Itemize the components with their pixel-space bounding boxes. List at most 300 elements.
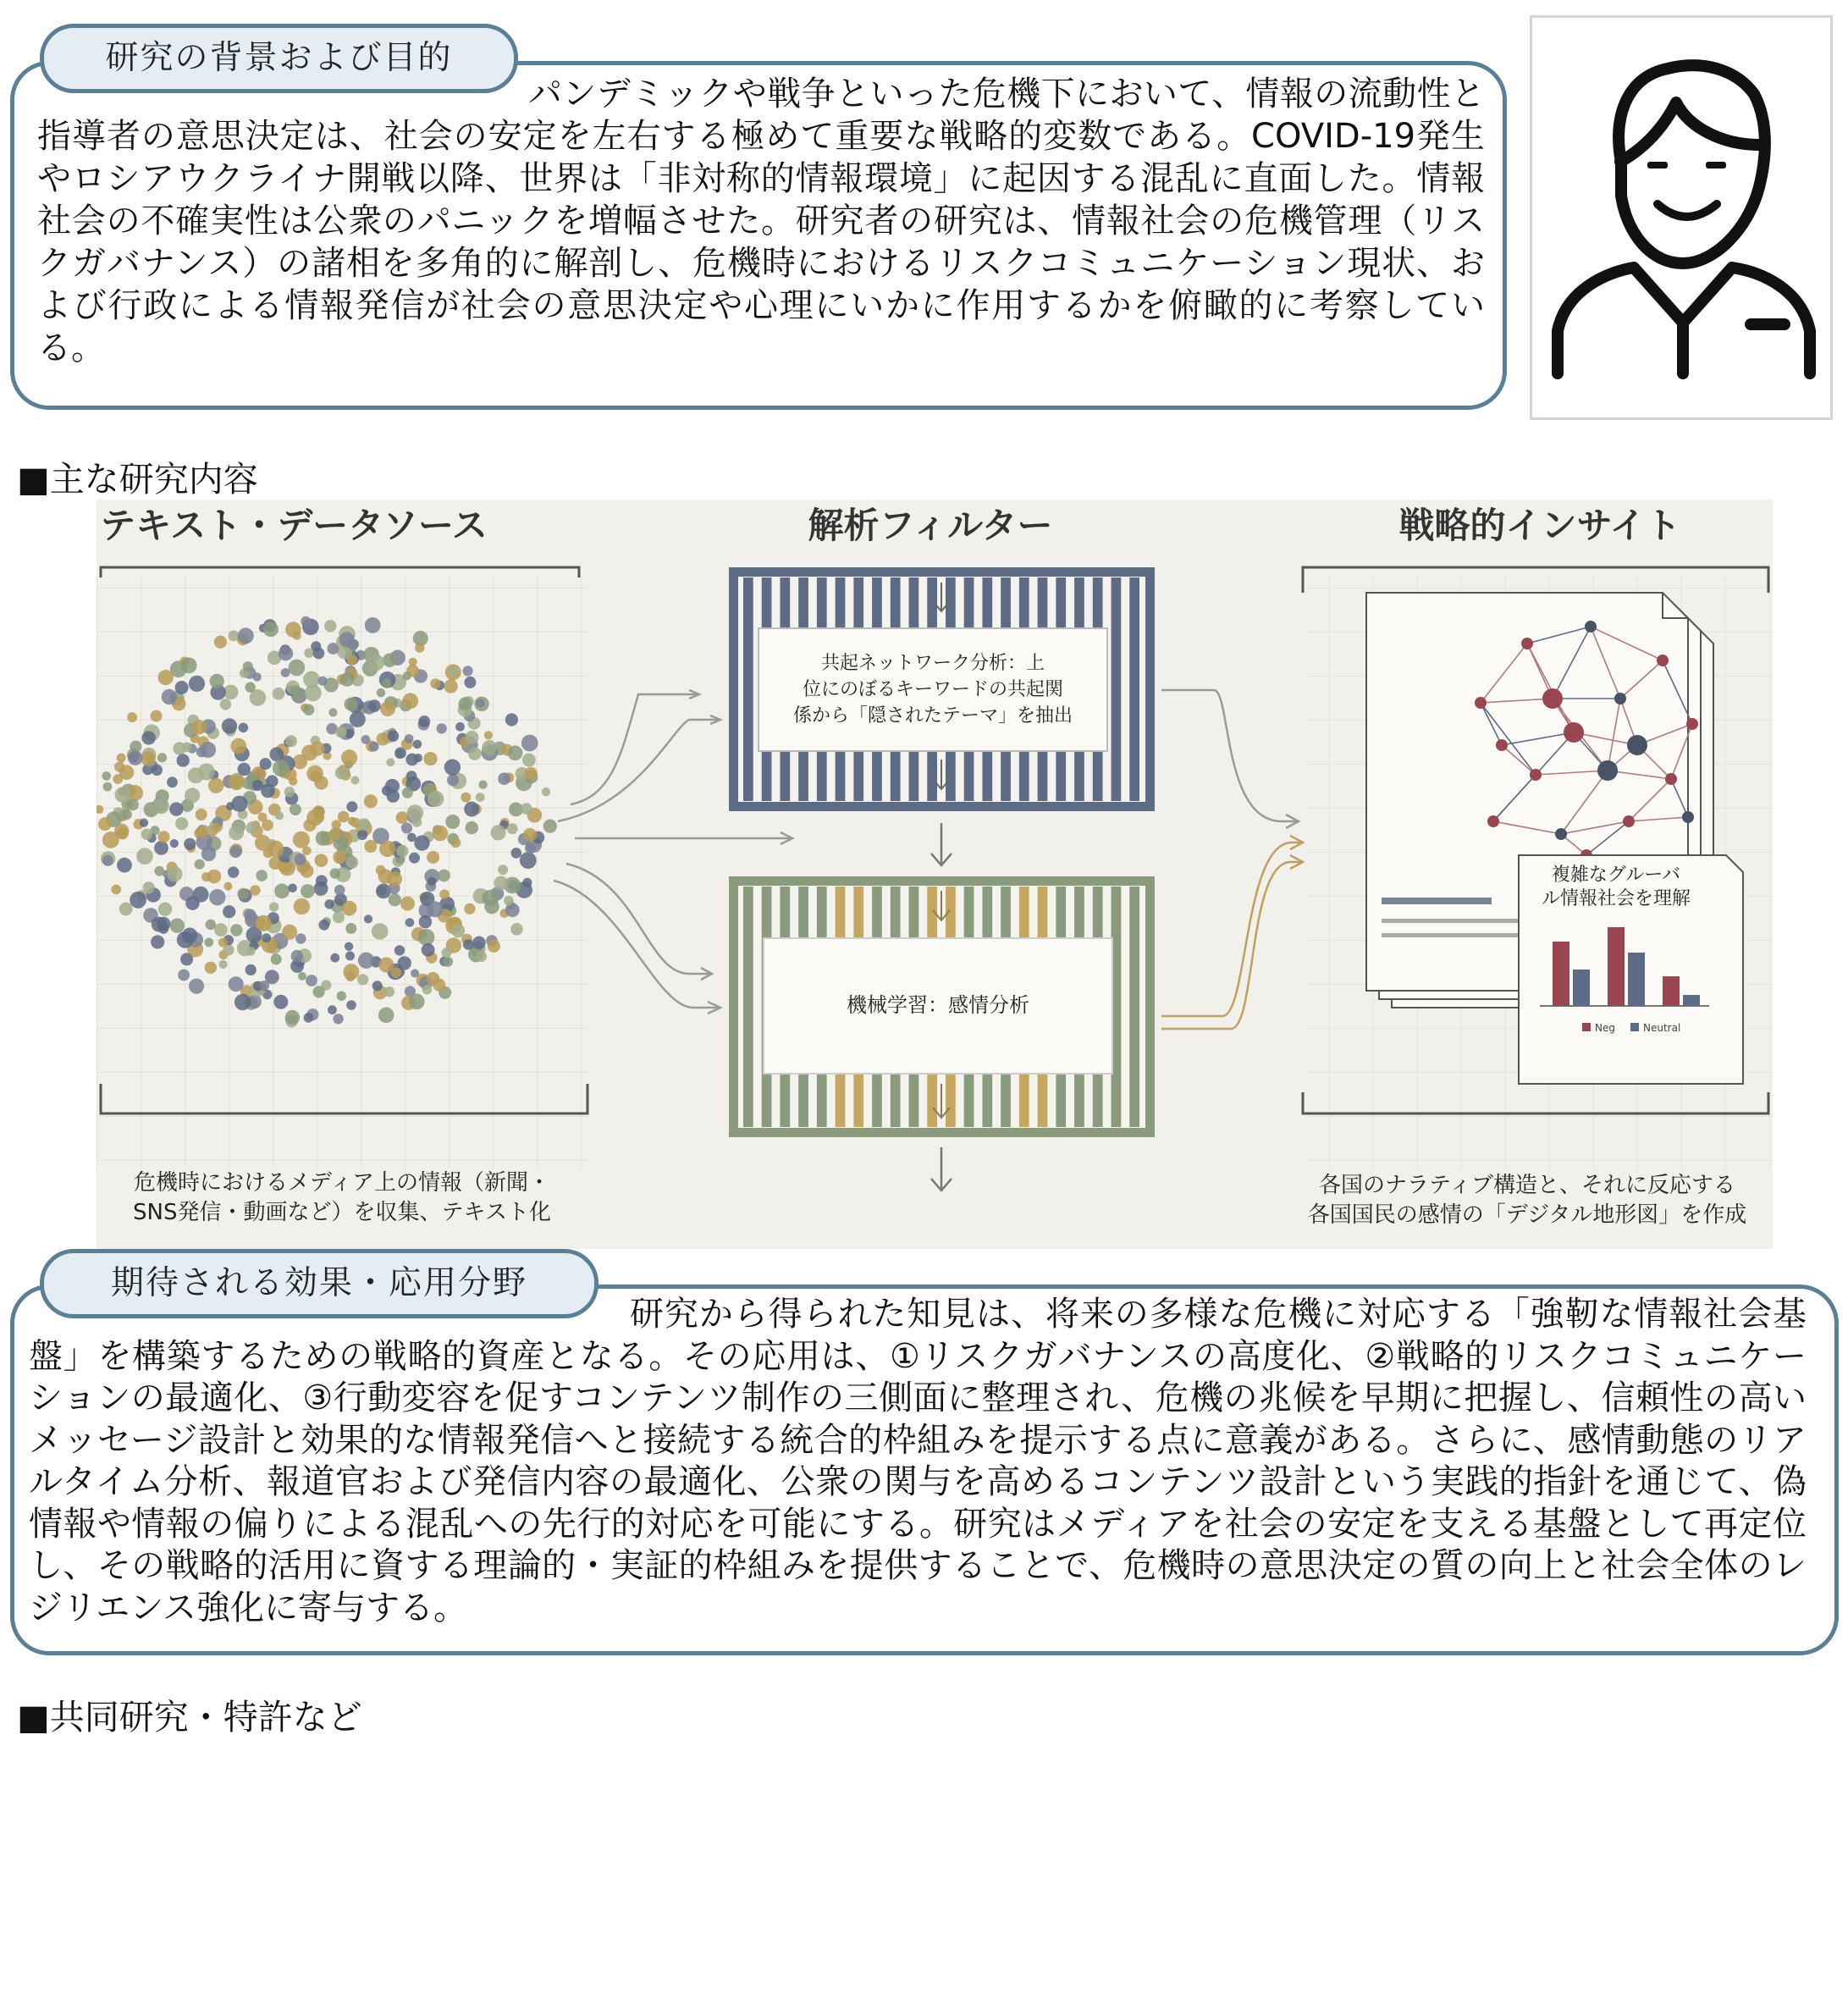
data-dot (466, 821, 478, 834)
data-dot (301, 616, 311, 627)
data-dot (306, 809, 323, 826)
data-dot (195, 859, 205, 870)
data-dot (303, 704, 314, 715)
data-dot (157, 753, 167, 762)
data-dot (447, 774, 459, 786)
caption-left-line1: 危機時におけるメディア上の情報（新聞・ (134, 1170, 550, 1196)
data-dot (433, 826, 449, 842)
data-dot (413, 740, 422, 749)
data-dot (185, 787, 200, 803)
data-dot (324, 620, 336, 632)
data-dot (152, 765, 163, 776)
data-dot (384, 986, 394, 997)
data-dot (229, 976, 244, 992)
data-dot (157, 831, 169, 843)
data-dot (464, 903, 475, 914)
data-dot (361, 735, 371, 744)
data-dot (111, 885, 121, 895)
data-dot (428, 877, 436, 886)
data-dot (333, 911, 345, 923)
data-dot (290, 804, 301, 815)
data-dot (316, 875, 328, 887)
data-dot (328, 643, 339, 655)
data-dot (234, 994, 251, 1010)
data-dot (284, 787, 295, 797)
data-dot (347, 639, 358, 650)
data-dot (358, 953, 374, 969)
data-dot (464, 802, 479, 817)
data-dot (177, 931, 194, 948)
data-dot (177, 754, 190, 766)
data-dot (258, 813, 268, 822)
data-dot (208, 778, 223, 793)
data-dot (167, 866, 183, 882)
data-dot (117, 754, 126, 763)
data-dot (228, 866, 239, 877)
data-dot (239, 723, 249, 733)
data-dot (415, 643, 424, 652)
filter1-line3: 係から「隠されたテーマ」を抽出 (792, 705, 1073, 727)
data-dot (222, 718, 237, 733)
data-dot (310, 742, 324, 756)
data-dot (333, 851, 345, 864)
data-dot (444, 679, 457, 693)
data-dot (246, 947, 256, 956)
data-dot (256, 915, 272, 931)
filter-cooccurrence (729, 567, 1155, 811)
data-dot (230, 738, 246, 754)
data-dot (192, 720, 207, 734)
data-dot (378, 869, 393, 883)
data-dot (345, 942, 353, 951)
avatar (1530, 15, 1833, 420)
data-dot (350, 711, 366, 727)
network-node (1597, 760, 1618, 781)
data-dot (466, 731, 479, 744)
data-dot (333, 1014, 343, 1024)
data-dot (220, 699, 231, 710)
data-dot (407, 804, 424, 821)
data-dot (130, 892, 146, 909)
data-dot (285, 622, 301, 638)
chart-bar (1663, 976, 1680, 1006)
data-dot (403, 671, 411, 680)
data-dot (377, 688, 386, 698)
data-dot (498, 865, 508, 875)
network-node (1564, 722, 1584, 743)
filter2-text: 機械学習：感情分析 (847, 993, 1029, 1017)
data-dot (343, 964, 359, 980)
data-dot (382, 678, 391, 688)
data-dot (504, 896, 514, 906)
data-dot (414, 835, 429, 850)
data-dot (102, 771, 111, 781)
data-dot (329, 828, 341, 840)
data-dot (372, 923, 389, 940)
data-dot (162, 689, 177, 704)
data-dot (231, 796, 247, 812)
down-arrow-2 (931, 1147, 952, 1191)
col3-title: 戦略的インサイト (1398, 505, 1681, 546)
network-node (1585, 621, 1597, 633)
data-dot (445, 815, 460, 829)
data-dot (543, 820, 557, 833)
data-dot (418, 929, 435, 946)
data-dot (271, 953, 282, 964)
filter-stripe (1112, 577, 1122, 801)
data-dot (136, 848, 153, 865)
data-dot (175, 681, 189, 694)
data-dot (121, 809, 132, 820)
data-dot (289, 660, 306, 677)
network-node (1614, 693, 1626, 704)
data-dot (378, 1008, 394, 1024)
data-dot (119, 903, 133, 916)
data-dot (464, 677, 476, 688)
data-dot (330, 953, 339, 963)
data-dot (345, 923, 356, 934)
data-dot (189, 676, 205, 692)
data-dot (259, 981, 269, 991)
data-dot (348, 817, 356, 826)
research-diagram (97, 500, 1773, 1249)
data-dot (338, 811, 350, 823)
data-dot (498, 772, 510, 785)
data-dot (127, 798, 139, 810)
network-node (1542, 688, 1563, 709)
data-dot (427, 901, 443, 917)
data-dot (372, 981, 383, 991)
data-dot (115, 787, 130, 802)
data-dot (212, 823, 221, 831)
data-dot (152, 917, 167, 932)
data-dot (525, 843, 536, 854)
data-dot (285, 1010, 300, 1025)
network-node (1627, 735, 1647, 755)
data-dot (345, 698, 358, 711)
network-node (1623, 815, 1635, 827)
data-dot (389, 893, 401, 906)
data-dot (102, 855, 113, 866)
data-dot (153, 798, 169, 814)
data-dot (103, 782, 113, 792)
data-dot (402, 693, 418, 709)
data-dot (383, 653, 397, 667)
data-dot (411, 969, 419, 977)
filter-stripe (1129, 577, 1139, 801)
data-dot (154, 841, 168, 855)
data-dot (423, 752, 437, 765)
data-dot (181, 657, 197, 673)
data-dot (346, 856, 359, 869)
data-dot (229, 845, 242, 858)
data-dot (204, 938, 213, 948)
data-dot (230, 924, 242, 936)
data-dot (482, 740, 497, 755)
data-dot (402, 787, 413, 798)
data-dot (346, 1000, 356, 1010)
data-dot (364, 840, 377, 853)
data-dot (380, 701, 395, 716)
data-dot (394, 945, 405, 955)
data-dot (345, 951, 355, 960)
data-dot (398, 956, 411, 970)
data-dot (448, 666, 459, 677)
network-node (1657, 655, 1669, 666)
data-dot (337, 992, 346, 1001)
data-dot (521, 803, 532, 815)
main-content-heading: ■主な研究内容 (17, 459, 258, 500)
data-dot (386, 758, 394, 766)
data-dot (223, 905, 235, 918)
data-dot (245, 821, 258, 834)
data-dot (407, 833, 416, 843)
data-dot (396, 811, 409, 824)
caption-left-line2: SNS発信・動画など）を収集、テキスト化 (133, 1200, 551, 1225)
data-dot (295, 933, 306, 943)
data-dot (422, 985, 433, 995)
data-dot (306, 975, 317, 986)
insight-chart-card (1519, 855, 1743, 1084)
data-dot (484, 899, 499, 914)
data-dot (269, 903, 279, 912)
data-dot (245, 682, 255, 692)
data-dot (293, 831, 310, 848)
data-dot (330, 868, 340, 878)
data-dot (294, 898, 310, 914)
data-dot (274, 883, 290, 898)
data-dot (141, 751, 156, 766)
legend-neutral: Neutral (1643, 1022, 1681, 1034)
data-dot (218, 938, 228, 948)
data-dot (141, 829, 152, 840)
data-dot (301, 884, 315, 898)
data-dot (478, 781, 487, 789)
data-dot (119, 765, 135, 781)
legend-neg: Neg (1595, 1022, 1615, 1034)
effects-tab: 期待される効果・応用分野 (40, 1249, 599, 1318)
data-dot (335, 727, 346, 738)
data-dot (463, 939, 474, 950)
network-node (1475, 697, 1487, 709)
diagram-svg (97, 500, 1773, 1249)
data-dot (340, 672, 355, 687)
data-dot (347, 655, 357, 665)
data-dot (442, 948, 452, 958)
data-dot (206, 920, 217, 931)
data-dot (140, 819, 148, 827)
data-dot (405, 754, 418, 766)
data-dot (178, 970, 190, 981)
data-dot (315, 854, 328, 867)
data-dot (491, 825, 506, 840)
data-dot (316, 831, 331, 846)
insight-label-line1: 複雑なグルーバ (1551, 865, 1681, 886)
filter-stripe (743, 577, 753, 801)
insight-label-line2: ル情報社会を理解 (1541, 888, 1691, 909)
effects-text: 研究から得られた知見は、将来の多様な危機に対応する「強靭な情報社会基盤」を構築するための戦略的資産となる。その応用は、①リスクガバナンスの高度化、②戦略的リスクコミュニケーションの最適化、③行動変容を促すコンテンツ制作の三側面に整理され、危機の兆候を早期に把握し、信頼性の高いメッセージ設計と効果的な情報発信へと接続する統合的枠組みを提示する点に意義がある。さらに、感情動態のリアルタイム分析、報道官および発信内容の最適化、公衆の関与を高めるコンテンツ設計という実践的指針を通じて、偽情報や情報の偏りによる混乱への先行的対応を可能にする。研究はメディアを社会の安定を支える基盤として再定位し、その戦略的活用に資する理論的・実証的枠組みを提供することで、危機時の意思決定の質の向上と社会全体のレジリエンス強化に寄与する。 (29, 1295, 1807, 1627)
background-tab: 研究の背景および目的 (40, 24, 518, 93)
data-dot (401, 822, 412, 833)
data-dot (273, 995, 288, 1009)
data-dot (214, 636, 227, 649)
chart-bar (1553, 942, 1569, 1006)
data-dot (341, 749, 357, 765)
data-dot (167, 776, 178, 787)
data-dot (484, 731, 493, 739)
data-dot (405, 918, 415, 927)
data-dot (378, 958, 394, 973)
data-dot (396, 845, 408, 857)
network-node (1487, 815, 1499, 827)
data-dot (170, 919, 185, 933)
data-dot (238, 763, 251, 776)
data-dot (357, 830, 367, 840)
network-node (1555, 828, 1567, 840)
data-dot (273, 760, 290, 776)
data-dot (342, 901, 357, 916)
network-node (1686, 718, 1698, 730)
caption-right-line1: 各国のナラティブ構造と、それに反応する (1319, 1173, 1735, 1198)
data-dot (463, 666, 473, 676)
data-dot (367, 655, 384, 671)
data-dot (318, 677, 328, 686)
data-dot (265, 970, 279, 983)
data-dot (288, 884, 297, 893)
data-dot (428, 791, 444, 807)
background-text: パンデミックや戦争といった危機下において、情報の流動性と指導者の意思決定は、社会の安定を左右する極めて重要な戦略的変数である。COVID-19発生やロシアウクライナ開戦以降、世界は「非対称的情報環境」に起因する混乱に直面した。情報社会の不確実性は公衆のパニックを増幅させた。研究者の研究は、情報社会の危機管理（リスクガバナンス）の諸相を多角的に解剖し、危機時におけるリスクコミュニケーション現状、および行政による情報発信が社会の意思決定や心理にいかに作用するかを俯瞰的に考察している。 (37, 75, 1485, 367)
data-dot (400, 897, 415, 911)
data-dot (196, 809, 207, 820)
data-dot (154, 866, 164, 876)
data-dot (263, 622, 279, 637)
data-dot (151, 710, 163, 722)
data-dot (418, 715, 430, 727)
data-dot (180, 953, 193, 965)
filter1-line2: 位にのぼるキーワードの共起関 (802, 679, 1064, 700)
chart-bar (1628, 953, 1645, 1006)
data-dot (114, 824, 129, 838)
data-dot (229, 826, 244, 841)
data-dot (250, 885, 260, 895)
data-dot (443, 957, 453, 967)
data-dot (262, 933, 271, 942)
data-dot (444, 760, 461, 776)
data-dot (521, 735, 538, 752)
data-dot (324, 899, 334, 909)
data-dot (98, 817, 112, 831)
data-dot (377, 732, 389, 745)
data-dot (433, 979, 445, 992)
data-dot (522, 754, 536, 767)
data-dot (175, 817, 188, 830)
data-dot (201, 847, 216, 861)
data-dot (285, 735, 297, 747)
data-dot (273, 688, 285, 700)
network-node (1521, 638, 1533, 649)
data-dot (304, 1013, 314, 1023)
data-dot (405, 734, 414, 743)
data-dot (476, 793, 485, 802)
data-dot (422, 943, 435, 957)
data-dot (476, 951, 487, 962)
data-dot (193, 887, 209, 903)
data-dot (268, 841, 284, 858)
data-dot (520, 852, 537, 869)
data-dot (256, 870, 268, 881)
data-dot (117, 858, 132, 873)
data-dot (505, 713, 518, 726)
data-dot (188, 767, 204, 783)
data-dot (127, 712, 137, 722)
data-dot (335, 766, 348, 779)
person-icon (1532, 18, 1830, 417)
data-dot (459, 697, 472, 710)
data-dot (261, 784, 275, 798)
data-dot (388, 731, 399, 742)
data-dot (214, 923, 228, 936)
data-dot (427, 851, 439, 864)
collab-heading: ■共同研究・特許など (17, 1697, 362, 1738)
data-dot (318, 920, 329, 931)
data-dot (455, 722, 465, 732)
data-dot (275, 811, 284, 820)
caption-right-line2: 各国国民の感情の「デジタル地形図」を作成 (1307, 1202, 1747, 1228)
data-dot (351, 776, 360, 785)
network-node (1496, 739, 1508, 751)
data-dot (461, 793, 471, 803)
data-dot (368, 699, 381, 712)
data-dot (289, 777, 297, 786)
data-dot (158, 670, 174, 685)
data-dot (406, 771, 417, 782)
data-dot (245, 964, 257, 975)
data-dot (488, 940, 500, 953)
data-dot (200, 742, 216, 758)
data-dot (226, 802, 234, 810)
data-dot (409, 853, 420, 864)
data-dot (437, 723, 447, 733)
data-dot (243, 661, 253, 671)
data-dot (472, 936, 486, 950)
network-node (1665, 773, 1677, 785)
output-arrows (1161, 690, 1303, 1029)
data-dot (542, 787, 550, 796)
data-dot (420, 918, 429, 927)
data-dot (196, 826, 207, 838)
data-dot (305, 684, 322, 701)
data-dot (260, 758, 272, 770)
chart-bar (1573, 970, 1590, 1006)
filter-stripe (743, 887, 753, 1127)
chart-bar (1683, 995, 1700, 1006)
data-dot (290, 686, 301, 697)
data-dot (237, 888, 248, 899)
data-dot (476, 699, 485, 708)
data-dot (182, 743, 191, 752)
data-dot (279, 646, 293, 660)
data-dot (281, 668, 290, 677)
data-dot (170, 839, 179, 848)
data-dot (508, 745, 523, 760)
data-dot (151, 935, 164, 948)
data-dot (358, 818, 370, 830)
data-dot (328, 708, 337, 716)
data-dot (209, 889, 225, 905)
data-dot (364, 914, 372, 923)
data-dot (141, 731, 155, 744)
data-dot (369, 742, 379, 752)
